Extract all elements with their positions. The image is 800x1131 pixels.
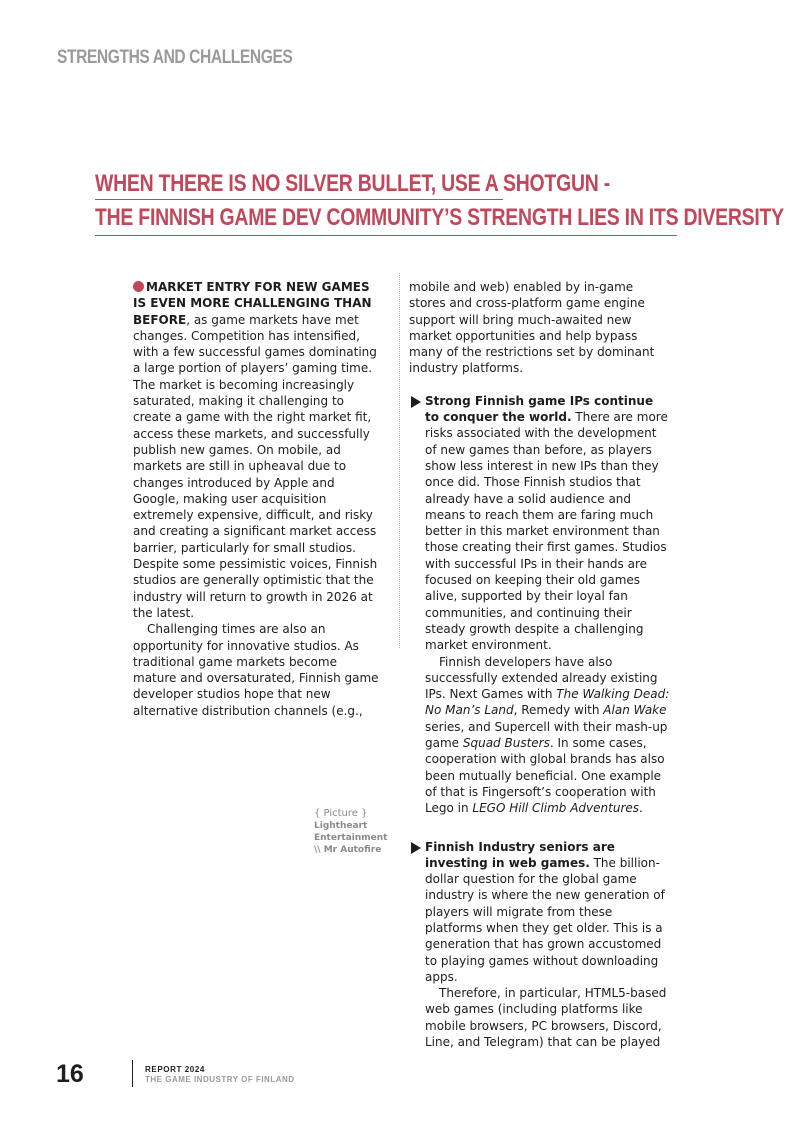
game-title: Alan Wake: [603, 703, 667, 718]
footer-divider: [132, 1060, 133, 1087]
item-lead-text: Strong Finnish game IPs continue to conquer the world.: [425, 393, 654, 425]
paragraph-market-entry: [133, 279, 383, 621]
game-title: LEGO Hill Climb Adventures: [472, 801, 640, 816]
paragraph-opportunity: Challenging times are also an opportunity for innovative studios. As traditional game markets become mature and oversaturated, Finnish game developer studios hope that new alternative distribution channels (e.g.,: [133, 622, 379, 718]
item-text: There are more risks associated with the development of new games than before, as players show less interest in new IPs than they once did. Those Finnish studios that already have a solid audience and means to reach them are faring much better in this market environment than those creating their first games. Studios with successful IPs in their hands are focused on keeping their old games alive, supported by their loyal fan communities, and continuing their steady growth despite a challenging market environment.: [425, 410, 668, 653]
item-paragraph-html5: Therefore, in particular, HTML5-based web games (including platforms like mobile browsers, PC browsers, Discord, Line, and Telegram) that can be played: [425, 986, 667, 1050]
caption-label: { Picture }: [314, 808, 368, 819]
arrow-right-icon: [411, 396, 421, 408]
caption-credit: Lightheart Entertainment \\ Mr Autofire: [314, 821, 388, 855]
paragraph-text: , as game markets have met changes. Competition has intensified, with a few successful games dominating a large portion of players’ gaming time. The market is becoming increasingly saturated, making it challenging to create a game with the right market fit, access these markets, and successfully publish new games. On mobile, ad markets are still in upheaval due to changes introduced by Apple and Google, making user acquisition extremely expensive, difficult, and risky and creating a significant market access barrier, particularly for small studios. Despite some pessimistic voices, Finnish studios are generally optimistic that the industry will return to growth in 2026 at the latest.: [133, 312, 378, 620]
column-divider: [399, 273, 400, 648]
list-item-web-games: [409, 839, 671, 1051]
item-text: The billion-dollar question for the global game industry is where the new generation of players will migrate from these platforms when they get older. This is a generation that has grown accustomed to playing games without downloading apps.: [425, 855, 665, 984]
lead-in-text: MARKET ENTRY FOR NEW GAMES IS EVEN MORE CHALLENGING THAN BEFORE: [133, 280, 372, 327]
footer-report-label: REPORT 2024: [145, 1065, 205, 1074]
footer-subtitle: THE GAME INDUSTRY OF FINLAND: [145, 1075, 295, 1084]
section-label: STRENGTHS AND CHALLENGES: [57, 47, 293, 68]
picture-caption: [314, 808, 394, 856]
article-title-line-2: THE FINNISH GAME DEV COMMUNITY’S STRENGTH LIES IN ITS DIVERSITY: [95, 204, 784, 231]
arrow-right-icon: [411, 842, 421, 854]
article-title-line-1: WHEN THERE IS NO SILVER BULLET, USE A SHOTGUN -: [95, 170, 610, 197]
item-paragraph-ips: Finnish developers have also successfully extended already existing IPs. Next Games with The Walking Dead: No Man’s Land, Remedy with Alan Wake series, and Supercell with their mash-up game Squad Busters. In some cases, cooperation with global brands has also been mutually beneficial. One example of that is Fingersoft’s cooperation with Lego in LEGO Hill Climb Adventures.: [425, 654, 670, 816]
list-item-strong-ips: [409, 393, 671, 817]
left-column: [133, 279, 383, 719]
title-underline-2: [95, 235, 677, 236]
right-column: [409, 279, 671, 1050]
title-underline-1: [95, 199, 503, 200]
page-number: 16: [56, 1060, 84, 1088]
bullet-dot-icon: [133, 281, 144, 292]
paragraph-continued: mobile and web) enabled by in-game stores and cross-platform game engine support will bring much-awaited new market opportunities and help bypass many of the restrictions set by dominant industry platforms.: [409, 280, 655, 376]
item-lead-text: Finnish Industry seniors are investing in web games.: [425, 839, 615, 870]
game-title: The Walking Dead: No Man’s Land: [425, 687, 670, 718]
game-title: Squad Busters: [462, 736, 550, 751]
